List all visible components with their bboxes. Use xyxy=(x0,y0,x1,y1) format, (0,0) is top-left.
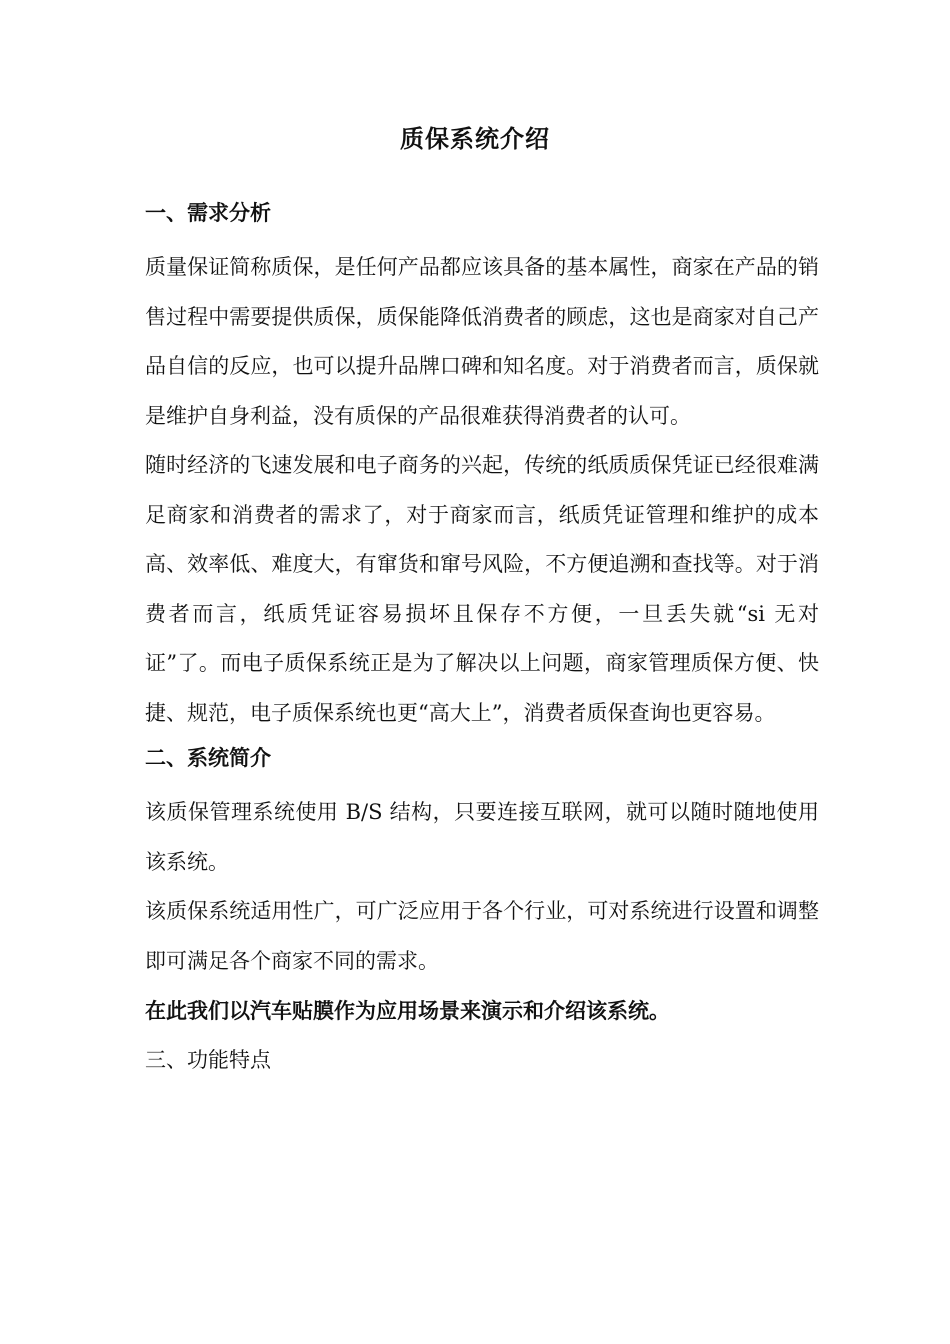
section-heading-requirements: 一、需求分析 xyxy=(145,200,271,225)
paragraph-applicability: 该质保系统适用性广，可广泛应用于各个行业，可对系统进行设置和调整即可满足各个商家不同的需求。 xyxy=(145,899,819,973)
paragraph-quality-assurance: 质量保证简称质保，是任何产品都应该具备的基本属性，商家在产品的销售过程中需要提供质保，质保能降低消费者的顾虑，这也是商家对自己产品自信的反应，也可以提升品牌口碑和知名度。对于消费者而言，质保就是维护自身利益，没有质保的产品很难获得消费者的认可。 xyxy=(145,255,819,428)
paragraph-paper-warranty: 随时经济的飞速发展和电子商务的兴起，传统的纸质质保凭证已经很难满足商家和消费者的需求了，对于商家而言，纸质凭证管理和维护的成本高、效率低、难度大，有窜货和窜号风险，不方便追溯和查找等。对于消费者而言，纸质凭证容易损坏且保存不方便，一旦丢失就“si 无对证”了。而电子质保系统正是为了解决以上问题，商家管理质保方便、快捷、规范，电子质保系统也更“高大上”，消费者质保查询也更容易。 xyxy=(145,453,819,725)
section-heading-features: 三、功能特点 xyxy=(145,1047,271,1072)
paragraph-scenario-statement: 在此我们以汽车贴膜作为应用场景来演示和介绍该系统。 xyxy=(145,998,670,1023)
section-heading-system-intro: 二、系统简介 xyxy=(145,745,271,770)
document-body xyxy=(145,195,819,1085)
paragraph-bs-structure: 该质保管理系统使用 B/S 结构，只要连接互联网，就可以随时随地使用该系统。 xyxy=(145,800,819,874)
document-title: 质保系统介绍 xyxy=(400,124,550,153)
